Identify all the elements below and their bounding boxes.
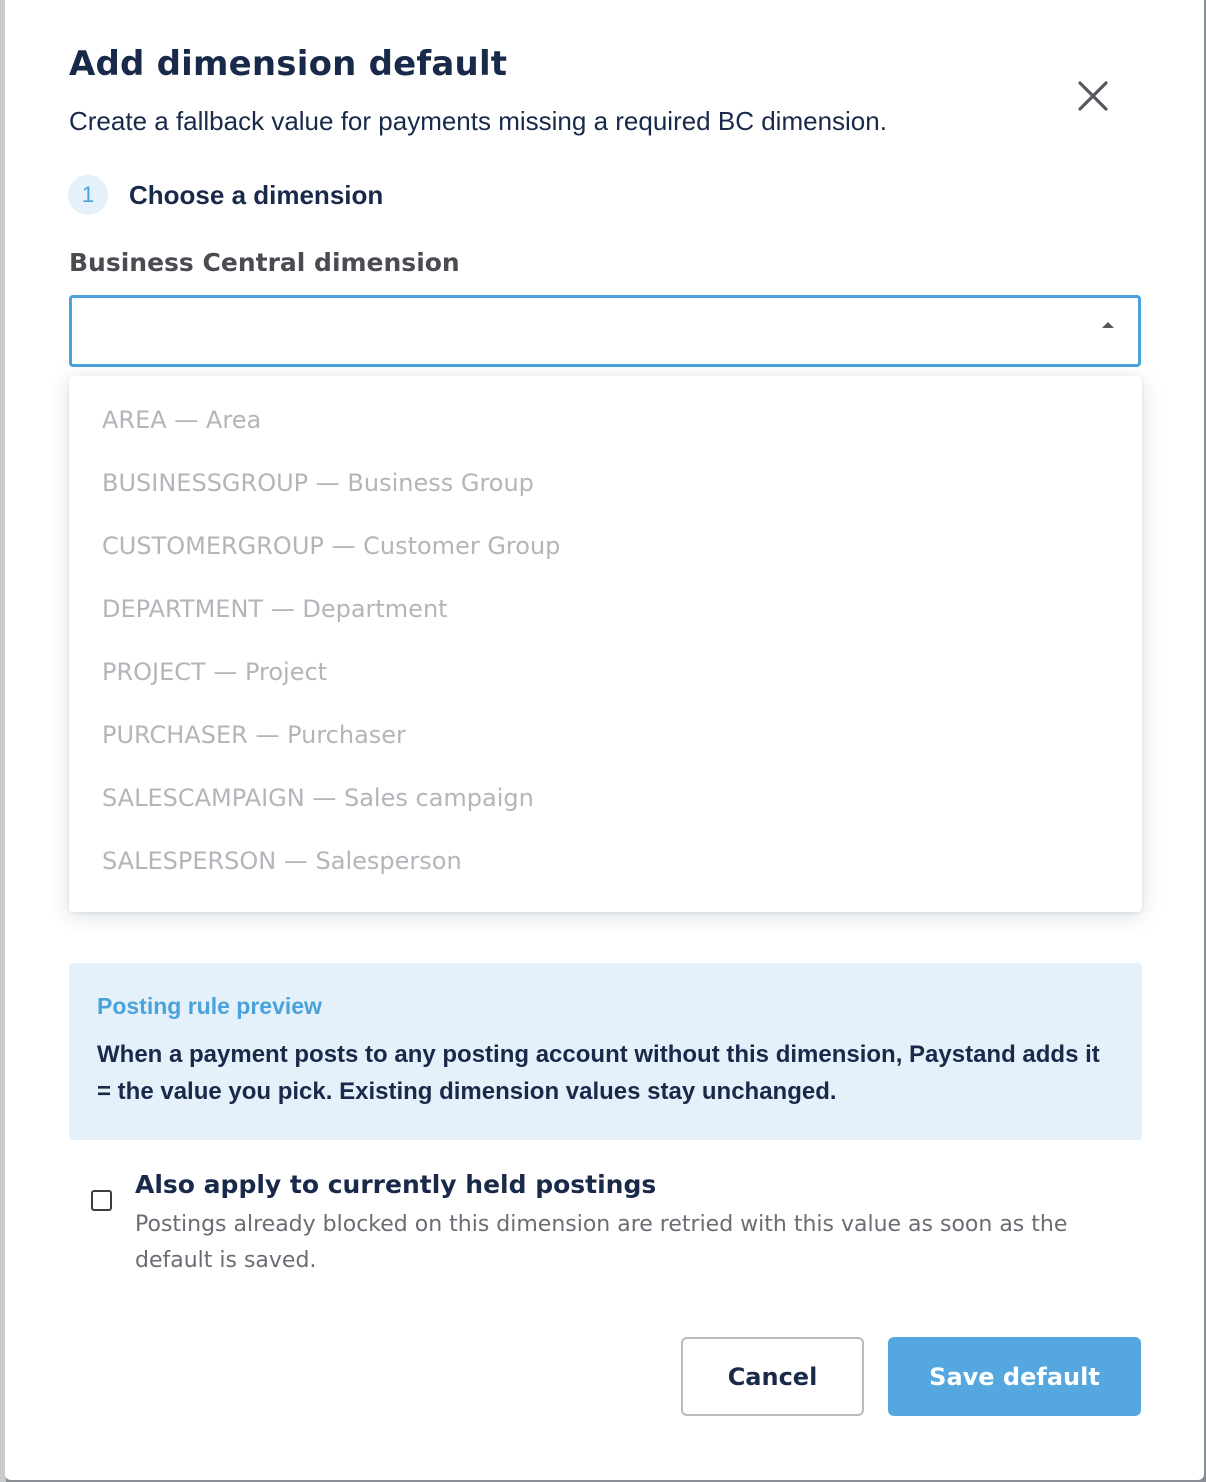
close-button[interactable] (1071, 74, 1115, 118)
dropdown-option-salesperson[interactable]: SALESPERSON — Salesperson (102, 847, 462, 875)
apply-held-checkbox[interactable] (91, 1190, 112, 1211)
dropdown-option-businessgroup[interactable]: BUSINESSGROUP — Business Group (102, 469, 534, 497)
step-label: Choose a dimension (129, 179, 384, 210)
close-icon (1071, 74, 1115, 118)
dropdown-option-salescampaign[interactable]: SALESCAMPAIGN — Sales campaign (102, 784, 534, 812)
save-default-button[interactable]: Save default (888, 1337, 1141, 1416)
dropdown-option-project[interactable]: PROJECT — Project (102, 658, 328, 686)
dropdown-option-department[interactable]: DEPARTMENT — Department (102, 595, 448, 623)
preview-title: Posting rule preview (97, 993, 322, 1019)
apply-held-description: Postings already blocked on this dimension are retried with this value as soon as the default is saved. (135, 1212, 1068, 1273)
step-indicator (68, 175, 383, 215)
preview-body: When a payment posts to any posting account without this dimension, Paystand adds it = the value you pick. Existing dimension values stay unchanged. (97, 1041, 1100, 1105)
dropdown-option-purchaser[interactable]: PURCHASER — Purchaser (102, 721, 406, 749)
dropdown-option-customergroup[interactable]: CUSTOMERGROUP — Customer Group (102, 532, 561, 560)
step-number-badge: 1 (68, 175, 108, 215)
caret-up-icon (1102, 322, 1114, 328)
cancel-button[interactable]: Cancel (681, 1337, 864, 1416)
dropdown-option-area[interactable]: AREA — Area (102, 406, 262, 434)
apply-held-label: Also apply to currently held postings (135, 1170, 657, 1199)
dialog-title: Add dimension default (69, 44, 508, 84)
dialog-subtitle: Create a fallback value for payments missing a required BC dimension. (69, 106, 887, 136)
dimension-select[interactable] (69, 295, 1141, 367)
add-dimension-default-dialog (5, 0, 1204, 1480)
dimension-field-label: Business Central dimension (69, 248, 460, 277)
dimension-dropdown-menu (69, 376, 1142, 912)
posting-rule-preview (69, 963, 1142, 1140)
